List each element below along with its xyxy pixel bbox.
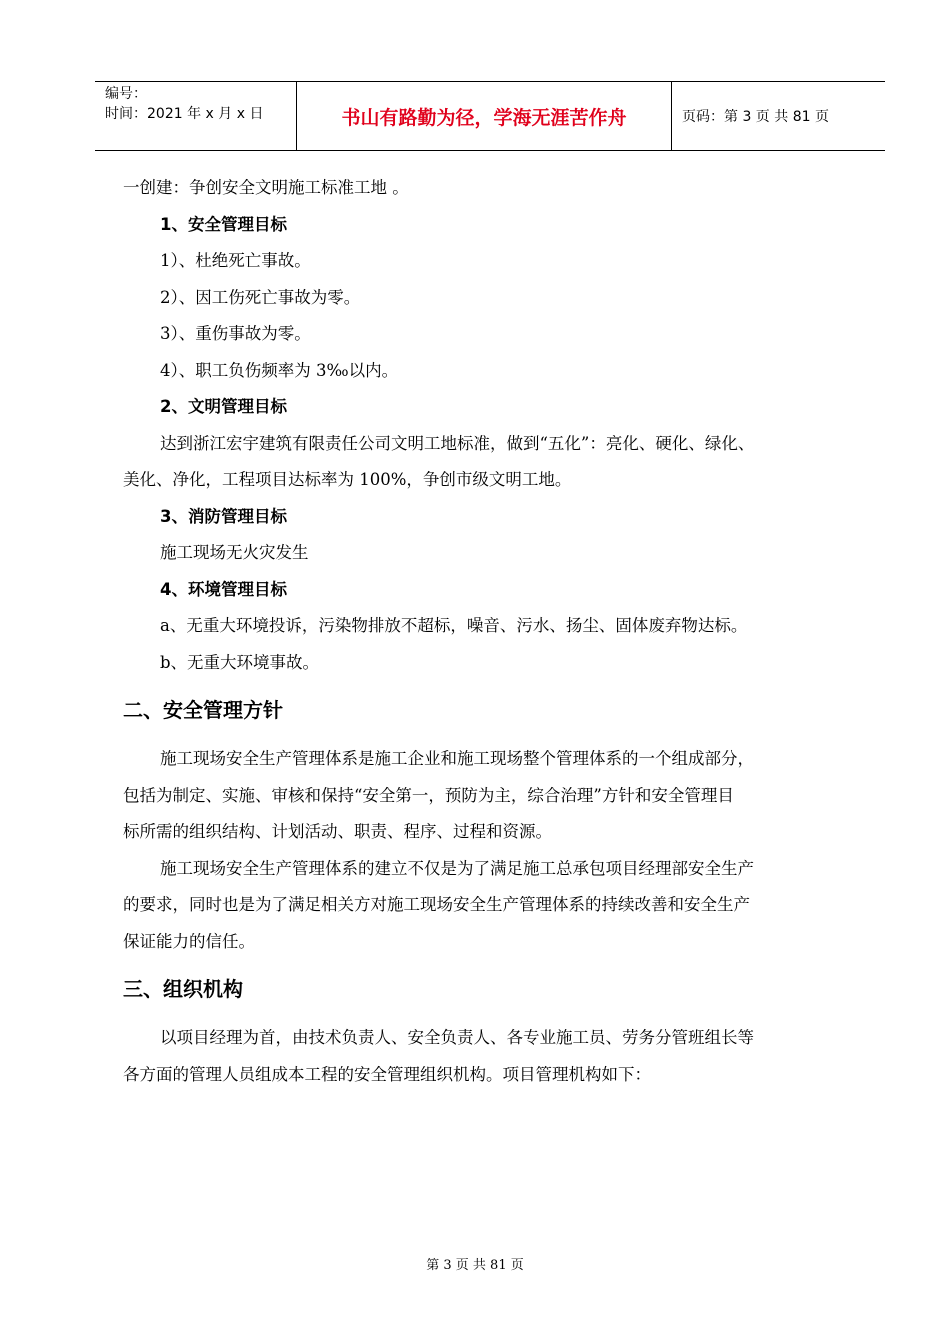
list-item: b、无重大环境事故。: [160, 652, 320, 672]
paragraph-line: 施工现场安全生产管理体系的建立不仅是为了满足施工总承包项目经理部安全生产: [160, 858, 754, 878]
paragraph-line: 各方面的管理人员组成本工程的安全管理组织机构。项目管理机构如下：: [123, 1064, 651, 1084]
header-time: 时间：2021 年 x 月 x 日: [105, 106, 264, 122]
paragraph-line: 包括为制定、实施、审核和保持“安全第一，预防为主，综合治理”方针和安全管理目: [123, 785, 734, 805]
page-header: [95, 81, 885, 151]
paragraph-line: 以项目经理为首，由技术负责人、安全负责人、各专业施工员、劳务分管班组长等: [160, 1028, 754, 1047]
intro-line: 一创建：争创安全文明施工标准工地 。: [123, 178, 409, 197]
header-meta: [95, 82, 297, 150]
header-motto: 书山有路勤为径，学海无涯苦作舟: [297, 82, 672, 150]
heading-policy: 二、安全管理方针: [123, 698, 283, 722]
paragraph-line: 保证能力的信任。: [123, 931, 255, 951]
paragraph-line: 美化、净化，工程项目达标率为 100%，争创市级文明工地。: [123, 470, 572, 489]
list-item: 1）、杜绝死亡事故。: [160, 251, 311, 270]
list-item: 4）、职工负伤频率为 3‰以内。: [160, 360, 399, 380]
list-item: 2）、因工伤死亡事故为零。: [160, 287, 361, 307]
list-item: 3）、重伤事故为零。: [160, 324, 311, 343]
document-body: [123, 170, 873, 1093]
header-number: 编号：: [105, 86, 147, 102]
section-3-title: 3、消防管理目标: [160, 506, 287, 526]
section-2-title: 2、文明管理目标: [160, 397, 287, 416]
paragraph-line: 达到浙江宏宇建筑有限责任公司文明工地标准，做到“五化”：亮化、硬化、绿化、: [160, 433, 755, 453]
paragraph-line: 施工现场无火灾发生: [160, 543, 309, 562]
page-footer: 第 3 页 共 81 页: [426, 1258, 524, 1273]
section-4-title: 4、环境管理目标: [160, 579, 287, 599]
section-1-title: 1、安全管理目标: [160, 214, 287, 234]
paragraph-line: 标所需的组织结构、计划活动、职责、程序、过程和资源。: [123, 822, 552, 841]
heading-organization: 三、组织机构: [123, 977, 243, 1001]
paragraph-line: 的要求，同时也是为了满足相关方对施工现场安全生产管理体系的持续改善和安全生产: [123, 895, 750, 914]
list-item: a、无重大环境投诉，污染物排放不超标，噪音、污水、扬尘、固体废弃物达标。: [160, 616, 748, 635]
paragraph-line: 施工现场安全生产管理体系是施工企业和施工现场整个管理体系的一个组成部分，: [160, 749, 754, 768]
header-page-info: 页码：第 3 页 共 81 页: [682, 109, 829, 125]
